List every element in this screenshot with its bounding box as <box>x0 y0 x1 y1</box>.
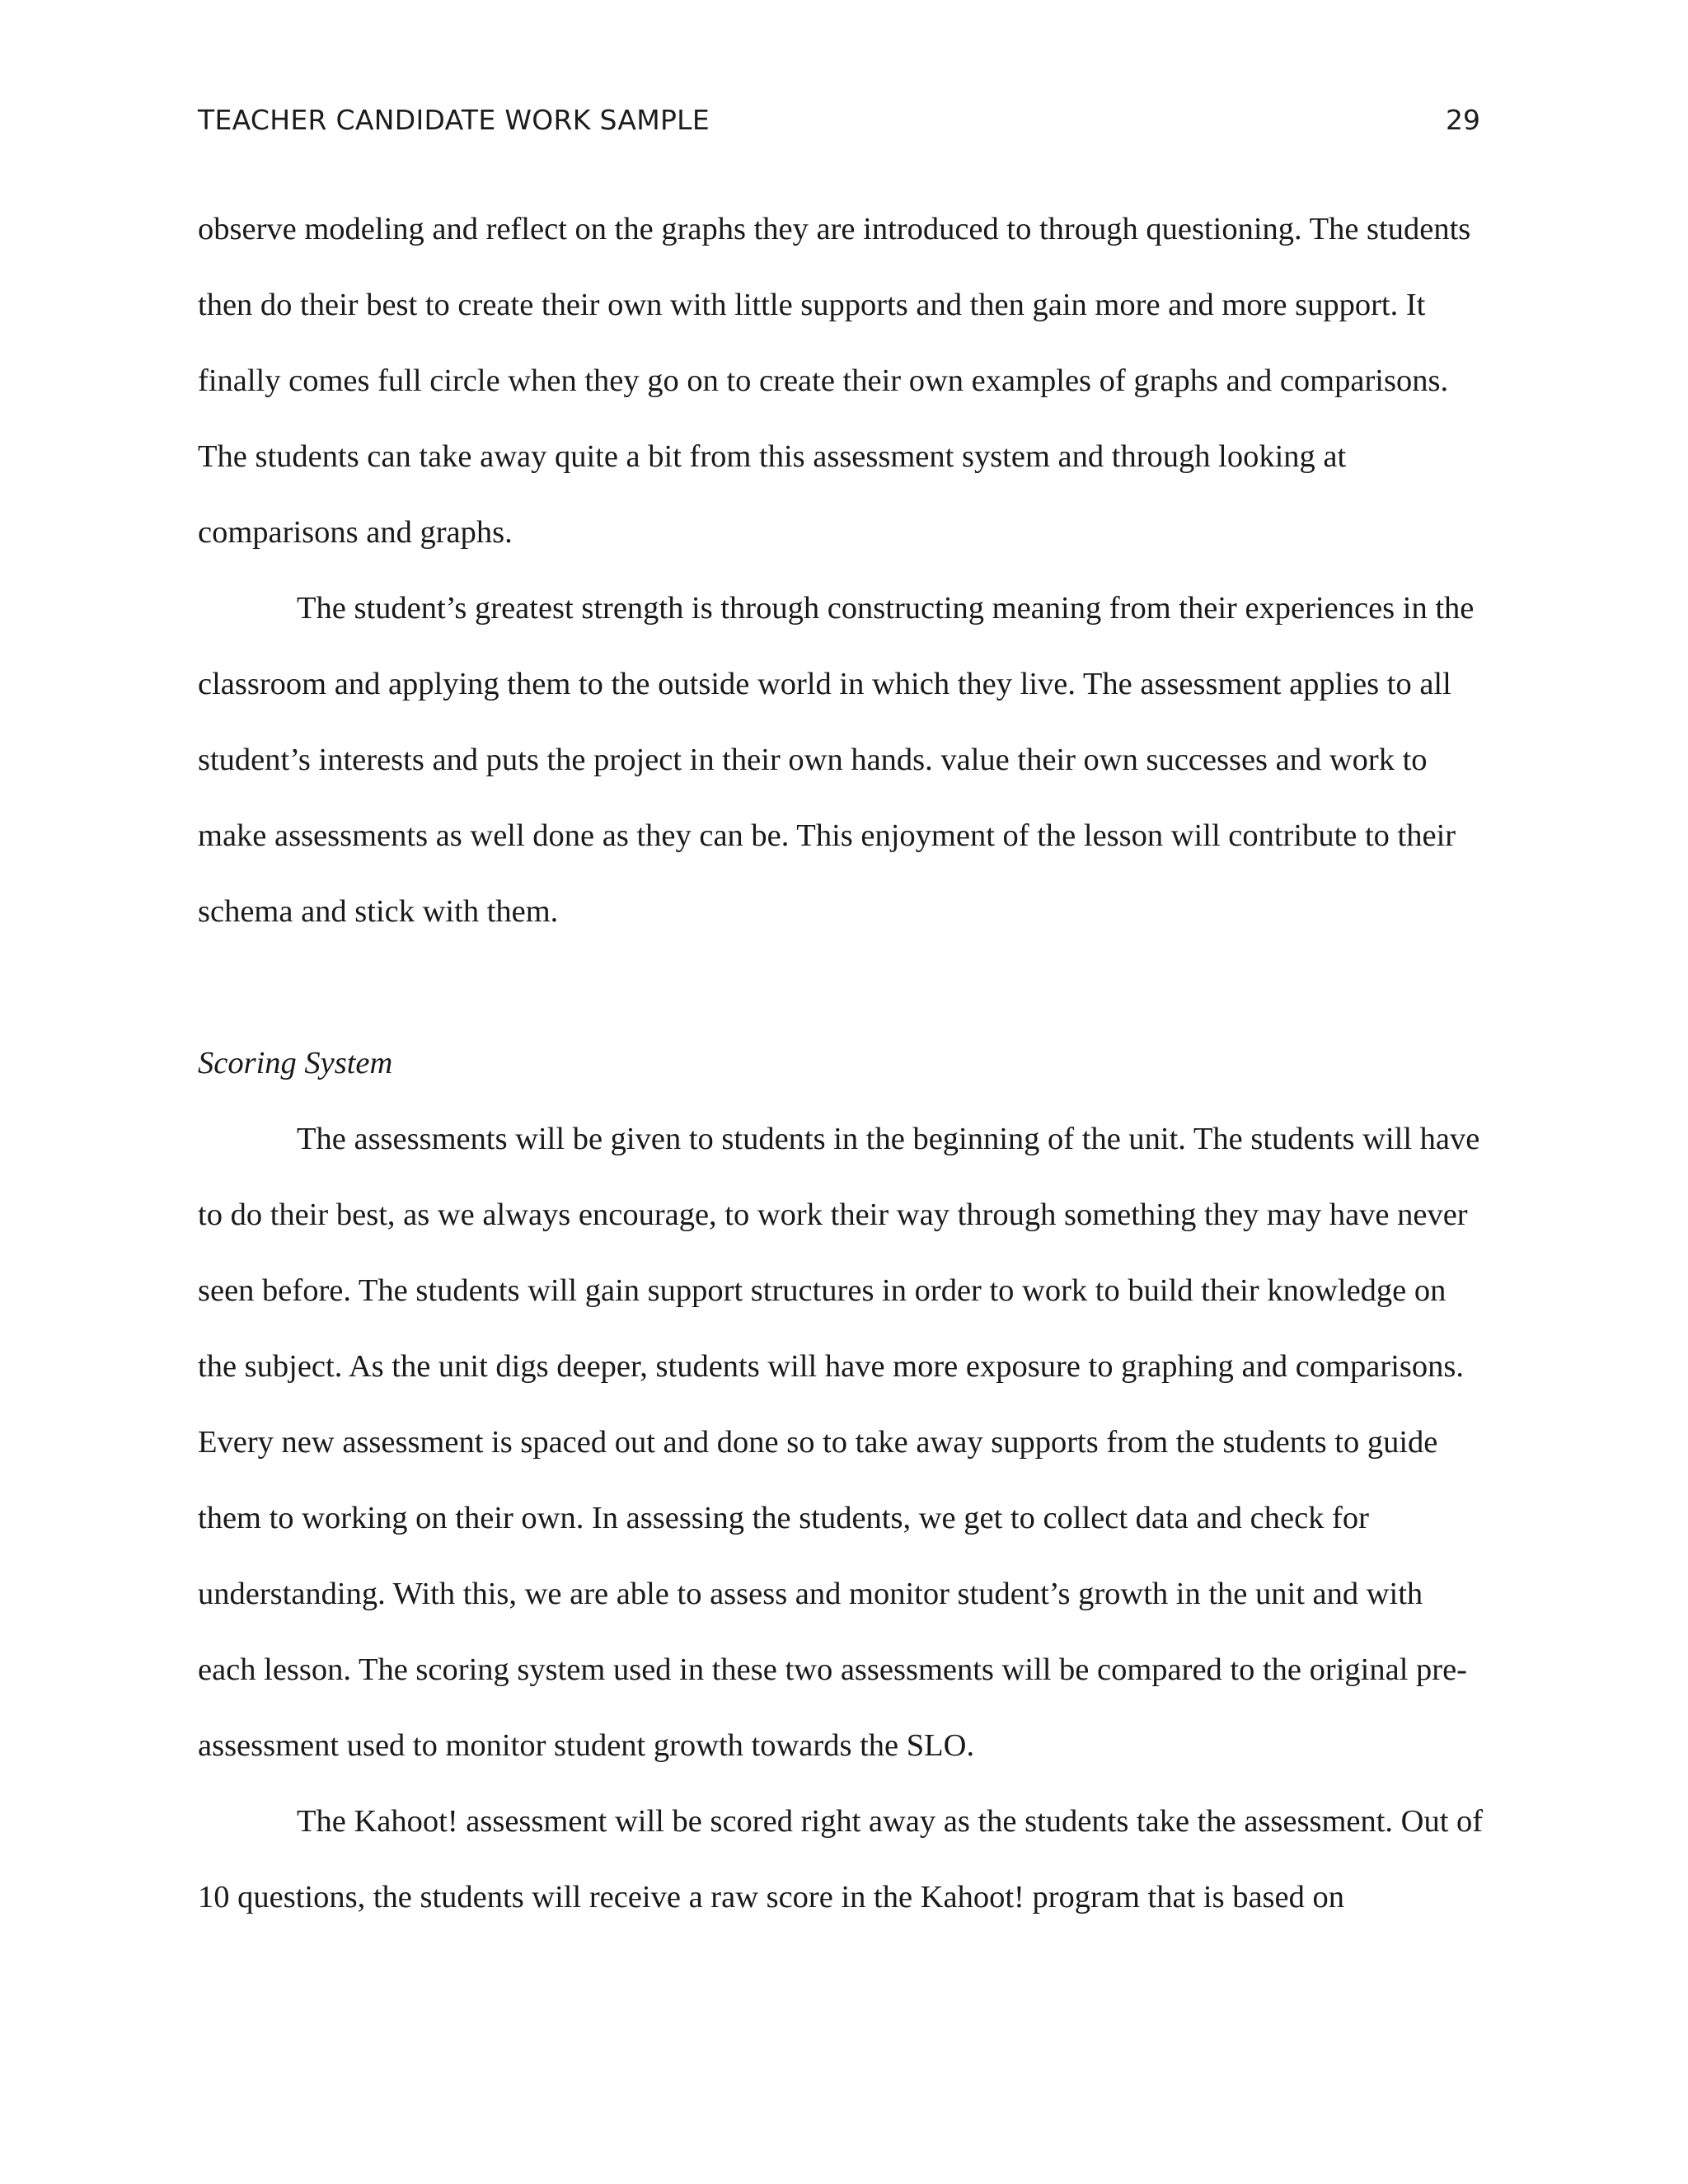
page-number: 29 <box>1446 104 1480 136</box>
paragraph-scoring-overview: The assessments will be given to students in the beginning of the unit. The students will have to do their best, as we always encourage, to work their way through something they may have never seen before. The students will gain support structures in order to work to build their knowledge on the subject. As the unit digs deeper, students will have more exposure to graphing and comparisons. Every new assessment is spaced out and done so to take away supports from the students to guide them to working on their own. In assessing the students, we get to collect data and check for understanding. With this, we are able to assess and monitor student’s growth in the unit and with each lesson. The scoring system used in these two assessments will be compared to the original pre-assessment used to monitor student growth towards the SLO. <box>198 1122 1480 1763</box>
running-header <box>198 101 1480 140</box>
running-title: TEACHER CANDIDATE WORK SAMPLE <box>198 104 710 136</box>
section-heading-scoring-system: Scoring System <box>198 1046 393 1080</box>
paragraph-strength: The student’s greatest strength is through constructing meaning from their experiences in the classroom and applying them to the outside world in which they live. The assessment applies to all student’s interests and puts the project in their own hands. value their own successes and work to make assessments as well done as they can be. This enjoyment of the lesson will contribute to their schema and stick with them. <box>198 591 1475 929</box>
paragraph-kahoot: The Kahoot! assessment will be scored right away as the students take the assessment. Out of 10 questions, the students will receive a raw score in the Kahoot! program that is based on <box>198 1804 1484 1915</box>
document-body <box>198 191 1484 1935</box>
paragraph-continued: observe modeling and reflect on the graphs they are introduced to through questioning. The students then do their best to create their own with little supports and then gain more and more support. It finally comes full circle when they go on to create their own examples of graphs and comparisons. The students can take away quite a bit from this assessment system and through looking at comparisons and graphs. <box>198 212 1471 550</box>
